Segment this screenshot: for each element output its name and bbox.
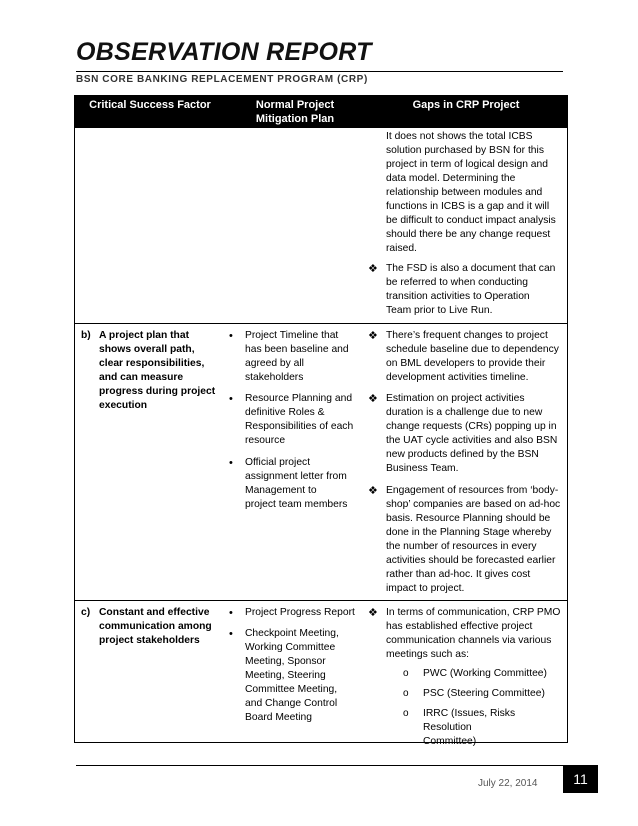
text-line: resource: [245, 435, 286, 446]
diamond-bullet-icon: ❖: [368, 263, 378, 275]
text-line: project in term of logical design and: [386, 159, 548, 170]
text-line: Management to: [245, 485, 317, 496]
text-line: communication channels via various: [386, 635, 552, 646]
text-line: Project Progress Report: [245, 607, 355, 618]
dot-bullet-icon: •: [229, 628, 233, 640]
text-line: Business Team.: [386, 463, 459, 474]
dot-bullet-icon: •: [229, 457, 233, 469]
table-header: [75, 96, 567, 128]
column-header-mitigation: [225, 98, 365, 126]
row-letter: b): [81, 330, 91, 341]
text-line: Responsibilities of each: [245, 421, 354, 432]
column-header-mitigation-line2: Mitigation Plan: [255, 113, 335, 125]
text-line: Meeting, Sponsor: [245, 656, 326, 667]
text-line: shop’ companies are based on ad-hoc: [386, 499, 561, 510]
text-line: Checkpoint Meeting,: [245, 628, 339, 639]
page-title: OBSERVATION REPORT: [76, 38, 372, 66]
text-line: Project Timeline that: [245, 330, 339, 341]
text-line: has established effective project: [386, 621, 533, 632]
text-line: Engagement of resources from ‘body-: [386, 485, 559, 496]
diamond-bullet-icon: ❖: [368, 393, 378, 405]
text-line: rather than ad-hoc. It gives cost: [386, 569, 531, 580]
text-line: agreed by all: [245, 358, 304, 369]
text-line: project team members: [245, 499, 348, 510]
text-line: project stakeholders: [99, 635, 200, 646]
text-line: functions in ICBS is a gap and it will: [386, 201, 550, 212]
text-line: new products defined by the BSN: [386, 449, 539, 460]
text-line: Committee Meeting,: [245, 684, 338, 695]
page-number: 11: [563, 765, 598, 793]
observation-table: [74, 95, 568, 747]
text-line: IRRC (Issues, Risks Resolution: [423, 708, 516, 733]
gap-paragraph: [386, 130, 566, 256]
text-line: Estimation on project activities: [386, 393, 525, 404]
diamond-bullet-icon: ❖: [368, 330, 378, 342]
text-line: impact to project.: [386, 583, 465, 594]
row-letter: c): [81, 607, 91, 618]
critical-success-factor: [99, 329, 223, 413]
footer-divider: [76, 765, 568, 766]
text-line: duration is a challenge due to new: [386, 407, 543, 418]
text-line: data model. Determining the: [386, 173, 516, 184]
text-line: PSC (Steering Committee): [423, 688, 545, 699]
text-line: transition activities to Operation: [386, 291, 530, 302]
text-line: execution: [99, 400, 148, 411]
table-row-c: [75, 600, 567, 747]
text-line: and Change Control: [245, 698, 338, 709]
text-line: Working Committee: [245, 642, 336, 653]
text-line: assignment letter from: [245, 471, 347, 482]
text-line: Committee): [423, 736, 477, 747]
critical-success-factor: [99, 606, 223, 648]
text-line: stakeholders: [245, 372, 304, 383]
title-divider: [76, 71, 563, 72]
text-line: the number of resources in every: [386, 541, 537, 552]
text-line: clear responsibilities,: [99, 358, 205, 369]
diamond-bullet-icon: ❖: [368, 607, 378, 619]
text-line: should there be any change request: [386, 229, 551, 240]
diamond-bullet-icon: ❖: [368, 485, 378, 497]
text-line: PWC (Working Committee): [423, 668, 547, 679]
page-subtitle: BSN CORE BANKING REPLACEMENT PROGRAM (CRP): [76, 74, 368, 85]
text-line: There’s frequent changes to project: [386, 330, 548, 341]
text-line: progress during project: [99, 386, 216, 397]
text-line: development activities timeline.: [386, 372, 529, 383]
text-line: raised.: [386, 243, 417, 254]
text-line: be referred to when conducting: [386, 277, 528, 288]
text-line: Meeting, Steering: [245, 670, 326, 681]
circle-bullet-icon: o: [403, 708, 409, 719]
text-line: Official project: [245, 457, 311, 468]
text-line: Resource Planning and: [245, 393, 353, 404]
text-line: The FSD is also a document that can: [386, 263, 556, 274]
text-line: activities should be forecasted earlier: [386, 555, 556, 566]
text-line: A project plan that: [99, 330, 190, 341]
footer-date: July 22, 2014: [478, 778, 538, 789]
text-line: meetings such as:: [386, 649, 469, 660]
text-line: and can measure: [99, 372, 184, 383]
text-line: be difficult to conduct impact analysis: [386, 215, 556, 226]
text-line: Constant and effective: [99, 607, 210, 618]
text-line: on BML developers to provide their: [386, 358, 546, 369]
dot-bullet-icon: •: [229, 607, 233, 619]
text-line: Team prior to Live Run.: [386, 305, 493, 316]
column-header-factor: Critical Success Factor: [89, 99, 211, 111]
text-line: has been baseline and: [245, 344, 349, 355]
dot-bullet-icon: •: [229, 393, 233, 405]
text-line: communication among: [99, 621, 212, 632]
text-line: It does not shows the total ICBS: [386, 131, 533, 142]
text-line: In terms of communication, CRP PMO: [386, 607, 561, 618]
text-line: schedule baseline due to dependency: [386, 344, 559, 355]
text-line: relationship between modules and: [386, 187, 543, 198]
text-line: shows overall path,: [99, 344, 195, 355]
dot-bullet-icon: •: [229, 330, 233, 342]
text-line: change requests (CRs) popping up in: [386, 421, 557, 432]
text-line: done in the Planning Stage whereby: [386, 527, 552, 538]
circle-bullet-icon: o: [403, 688, 409, 699]
circle-bullet-icon: o: [403, 668, 409, 679]
text-line: definitive Roles &: [245, 407, 325, 418]
text-line: basis. Resource Planning should be: [386, 513, 551, 524]
column-header-gaps: Gaps in CRP Project: [412, 99, 520, 111]
table-row-b: [75, 323, 567, 596]
text-line: the UAT cycle activities and also BSN: [386, 435, 558, 446]
column-header-mitigation-line1: Normal Project: [255, 99, 335, 111]
text-line: Board Meeting: [245, 712, 312, 723]
table-row-continued: [75, 128, 567, 321]
text-line: solution purchased by BSN for this: [386, 145, 544, 156]
